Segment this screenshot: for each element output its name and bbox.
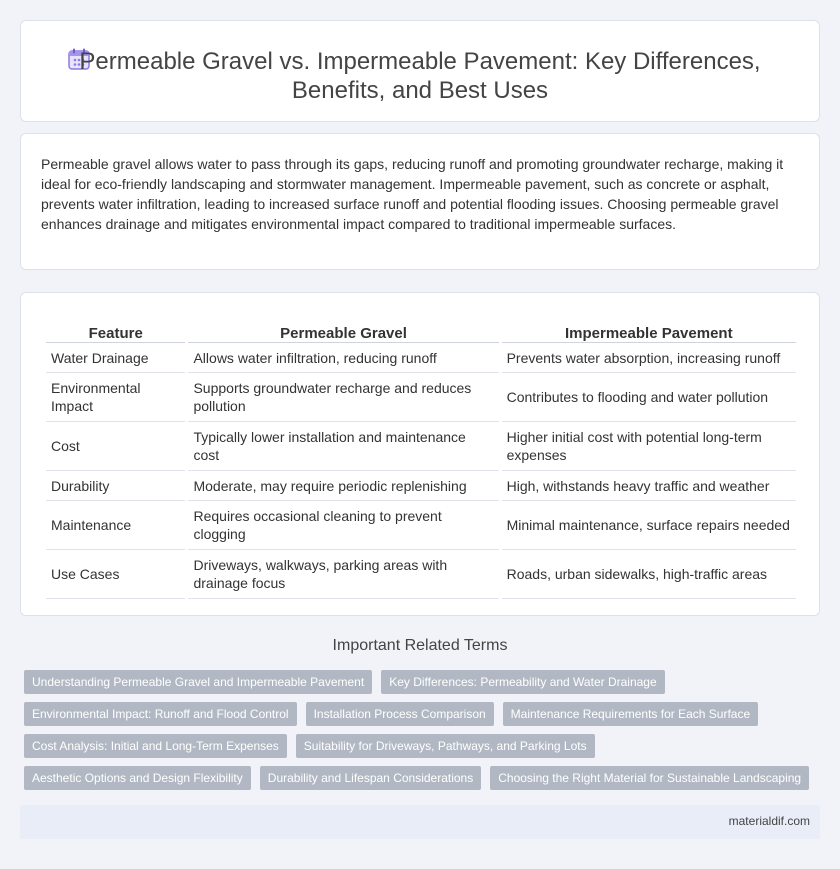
table-row: [46, 343, 796, 373]
related-terms-list: [24, 670, 816, 798]
table-cell-feature: Durability: [46, 471, 185, 501]
related-terms-title: Important Related Terms: [332, 637, 508, 654]
related-term-tag[interactable]: Understanding Permeable Gravel and Impermeable Pavement: [24, 670, 372, 694]
table-cell-pavement: Roads, urban sidewalks, high-traffic areas: [502, 550, 796, 599]
intro-card: [20, 133, 820, 270]
intro-text: Permeable gravel allows water to pass through its gaps, reducing runoff and promoting groundwater recharge, making it ideal for eco-friendly landscaping and stormwater management. Impermeable pavement, such as concrete or asphalt, prevents water infiltration, leading to increased surface runoff and potential flooding issues. Choosing permeable gravel enhances drainage and mitigates environmental impact compared to traditional impermeable surfaces.: [41, 156, 784, 232]
comparison-table: [43, 313, 799, 599]
table-cell-gravel: Driveways, walkways, parking areas with drainage focus: [188, 550, 498, 599]
table-cell-feature: Use Cases: [46, 550, 185, 599]
table-cell-feature: Environmental Impact: [46, 373, 185, 422]
related-term-tag[interactable]: Choosing the Right Material for Sustainable Landscaping: [490, 766, 809, 790]
table-header-row: [46, 313, 796, 343]
table-cell-gravel: Supports groundwater recharge and reduces pollution: [188, 373, 498, 422]
table-cell-pavement: Contributes to flooding and water pollution: [502, 373, 796, 422]
page-title-line-1: Permeable Gravel vs. Impermeable Pavement: Key Differences,: [79, 48, 761, 75]
table-cell-gravel: Typically lower installation and maintenance cost: [188, 422, 498, 471]
tag-row: [24, 766, 816, 790]
table-cell-pavement: High, withstands heavy traffic and weather: [502, 471, 796, 501]
table-cell-feature: Maintenance: [46, 501, 185, 550]
table-row: [46, 373, 796, 422]
comparison-table-card: [20, 292, 820, 616]
related-term-tag[interactable]: Suitability for Driveways, Pathways, and Parking Lots: [296, 734, 595, 758]
tag-row: [24, 702, 816, 726]
related-term-tag[interactable]: Cost Analysis: Initial and Long-Term Expenses: [24, 734, 287, 758]
column-header-feature: Feature: [46, 313, 185, 343]
page-title-line-2: Benefits, and Best Uses: [291, 77, 549, 104]
column-header-impermeable-pavement: Impermeable Pavement: [502, 313, 796, 343]
related-term-tag[interactable]: Maintenance Requirements for Each Surface: [503, 702, 758, 726]
table-cell-feature: Cost: [46, 422, 185, 471]
table-cell-feature: Water Drainage: [46, 343, 185, 373]
table-row: [46, 501, 796, 550]
table-cell-gravel: Moderate, may require periodic replenishing: [188, 471, 498, 501]
table-cell-pavement: Prevents water absorption, increasing runoff: [502, 343, 796, 373]
table-row: [46, 550, 796, 599]
related-term-tag[interactable]: Environmental Impact: Runoff and Flood Control: [24, 702, 297, 726]
tag-row: [24, 670, 816, 694]
column-header-permeable-gravel: Permeable Gravel: [188, 313, 498, 343]
related-term-tag[interactable]: Aesthetic Options and Design Flexibility: [24, 766, 251, 790]
table-cell-gravel: Requires occasional cleaning to prevent clogging: [188, 501, 498, 550]
table-cell-gravel: Allows water infiltration, reducing runoff: [188, 343, 498, 373]
table-cell-pavement: Higher initial cost with potential long-term expenses: [502, 422, 796, 471]
table-cell-pavement: Minimal maintenance, surface repairs needed: [502, 501, 796, 550]
page-title: [21, 47, 819, 105]
footer-site-link[interactable]: materialdif.com: [728, 814, 810, 828]
header-card: [20, 20, 820, 122]
footer: [20, 805, 820, 839]
related-term-tag[interactable]: Installation Process Comparison: [306, 702, 494, 726]
tag-row: [24, 734, 816, 758]
table-row: [46, 422, 796, 471]
table-row: [46, 471, 796, 501]
related-term-tag[interactable]: Key Differences: Permeability and Water Drainage: [381, 670, 664, 694]
related-term-tag[interactable]: Durability and Lifespan Considerations: [260, 766, 481, 790]
